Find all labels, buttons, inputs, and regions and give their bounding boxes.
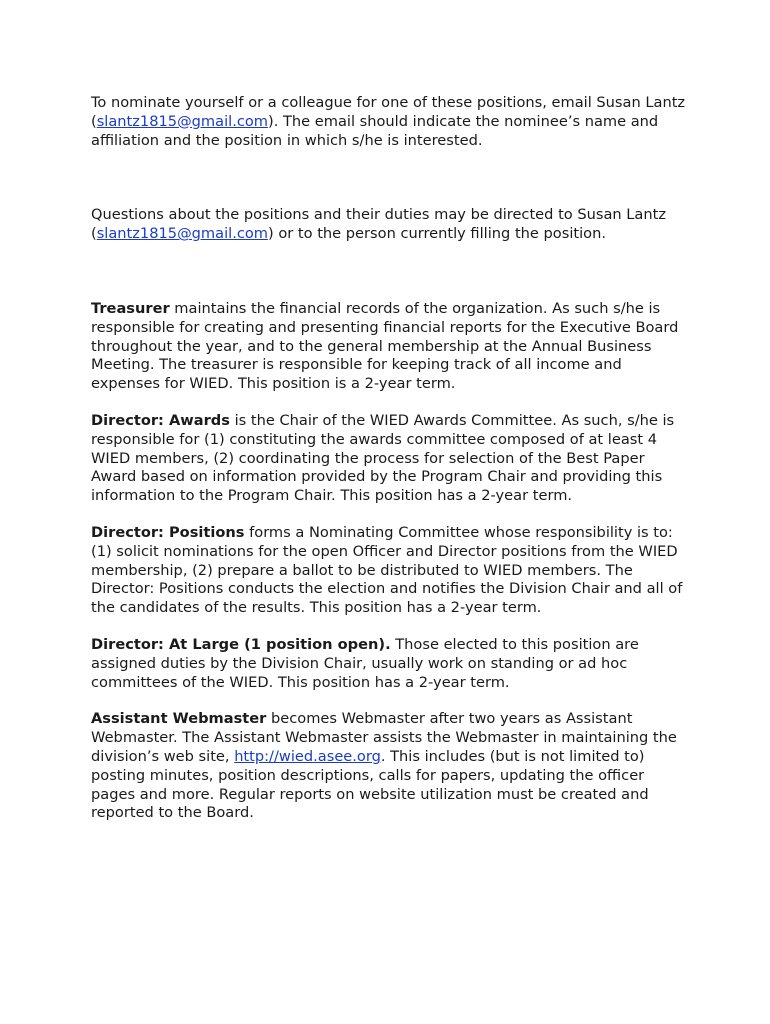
webmaster-description-start: becomes Webmaster after two years as Assistant Webmaster. The Assistant Webmaster assists the Webmaster in maintaining the division’s web site,: [91, 710, 677, 765]
email-link-nominate[interactable]: slantz1815@gmail.com: [96, 112, 269, 130]
webmaster-paragraph: [91, 710, 691, 823]
website-link[interactable]: http://wied.asee.org: [234, 747, 381, 765]
at-large-paragraph: [91, 636, 691, 692]
questions-paragraph: [91, 206, 691, 244]
webmaster-title: Assistant Webmaster: [91, 710, 267, 728]
positions-title: Director: Positions: [91, 523, 245, 541]
webmaster-description-end: . This includes (but is not limited to) posting minutes, position descriptions, calls for papers, updating the officer pages and more. Regular reports on website utilization must be created and reported to the Board.: [91, 747, 649, 822]
treasurer-paragraph: [91, 300, 691, 394]
nomination-paragraph: [91, 94, 691, 150]
awards-description: is the Chair of the WIED Awards Committee. As such, s/he is responsible for (1) constituting the awards committee composed of at least 4 WIED members, (2) coordinating the process for selection of the Best Paper Award based on information provided by the Program Chair and providing this information to the Program Chair. This position has a 2-year term.: [91, 411, 675, 505]
positions-description: forms a Nominating Committee whose responsibility is to: (1) solicit nominations for the open Officer and Director positions from the WIED membership, (2) prepare a ballot to be distributed to WIED members. The Director: Positions conducts the election and notifies the Division Chair and all of the candidates of the results. This position has a 2-year term.: [91, 523, 683, 617]
email-link-questions[interactable]: slantz1815@gmail.com: [96, 225, 269, 243]
awards-paragraph: [91, 412, 691, 506]
treasurer-description: maintains the financial records of the organization. As such s/he is responsible for creating and presenting financial reports for the Executive Board throughout the year, and to the general membership at the Annual Business Meeting. The treasurer is responsible for keeping track of all income and expenses for WIED. This position is a 2-year term.: [91, 299, 679, 393]
at-large-title: Director: At Large (1 position open).: [91, 635, 391, 653]
at-large-description: Those elected to this position are assigned duties by the Division Chair, usually work on standing or ad hoc committees of the WIED. This position has a 2-year term.: [91, 635, 639, 691]
treasurer-title: Treasurer: [91, 299, 170, 317]
questions-text-end: ) or to the person currently filling the position.: [268, 225, 606, 243]
awards-title: Director: Awards: [91, 411, 230, 429]
positions-paragraph: [91, 524, 691, 618]
questions-text-start: Questions about the positions and their duties may be directed to Susan Lantz (: [91, 206, 667, 243]
nomination-text-start: To nominate yourself or a colleague for one of these positions, email Susan Lantz (: [91, 94, 686, 130]
document-page: [91, 94, 691, 823]
nomination-text-end: ). The email should indicate the nominee’s name and affiliation and the position in which s/he is interested.: [91, 112, 659, 149]
